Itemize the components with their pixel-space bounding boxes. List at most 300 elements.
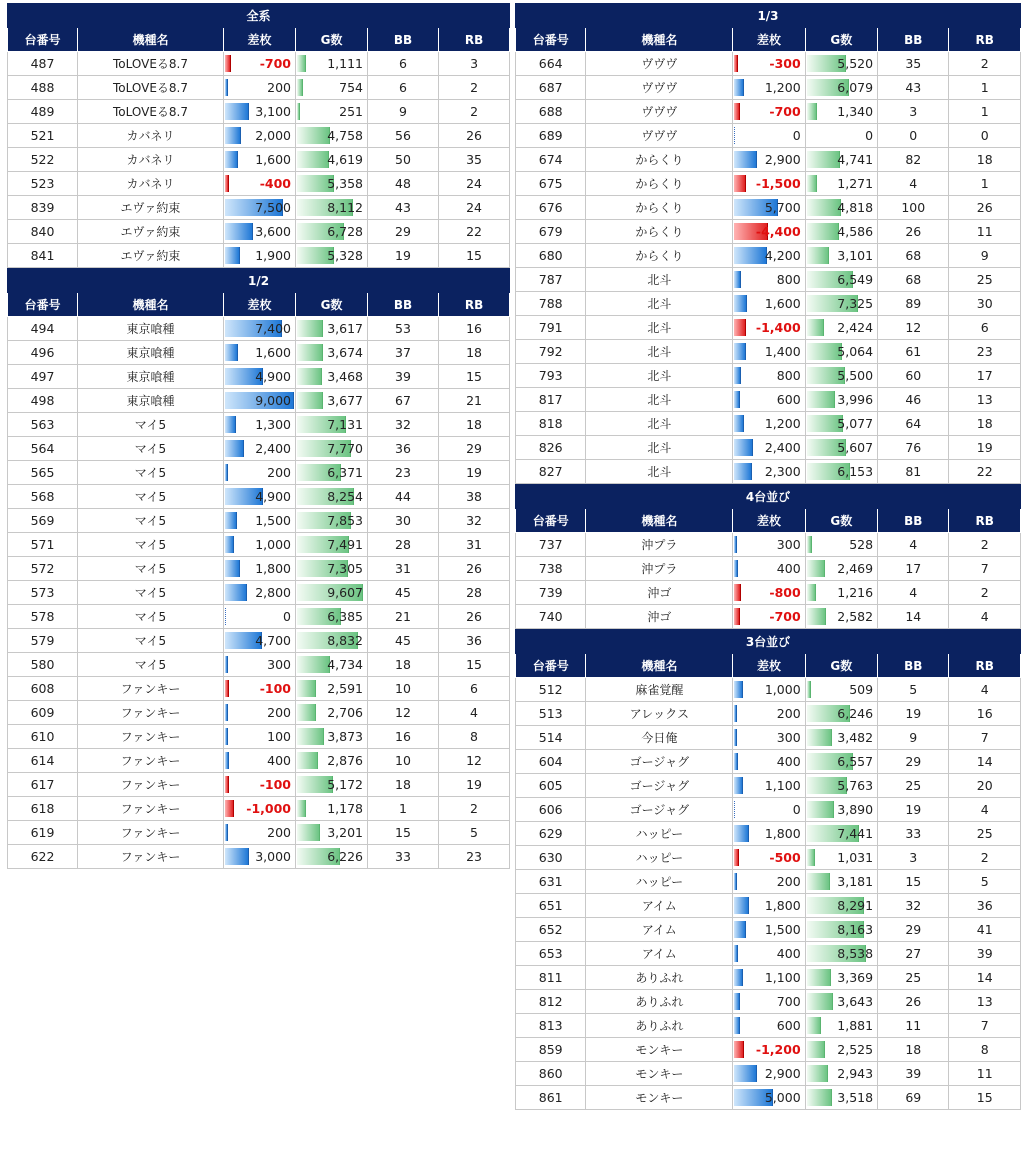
- machine-name: モンキー: [586, 1062, 733, 1086]
- diff-cell: [733, 316, 805, 340]
- machine-no: 813: [516, 1014, 586, 1038]
- machine-no: 739: [516, 581, 586, 605]
- table-row: [8, 485, 510, 509]
- bb-count: 44: [368, 485, 439, 509]
- rb-count: 26: [949, 196, 1021, 220]
- diff-cell: [733, 870, 805, 894]
- machine-no: 512: [516, 678, 586, 702]
- diff-cell: [224, 533, 296, 557]
- game-count-cell: [805, 244, 877, 268]
- diff-cell: [224, 821, 296, 845]
- bb-count: 50: [368, 148, 439, 172]
- bb-count: 17: [878, 557, 949, 581]
- machine-name: ToLOVEる8.7: [78, 52, 224, 76]
- game-count-value: 7,441: [837, 825, 874, 841]
- bb-count: 18: [368, 653, 439, 677]
- bb-count: 26: [878, 220, 949, 244]
- rb-count: 6: [949, 316, 1021, 340]
- game-count-cell: [296, 725, 368, 749]
- rb-count: 5: [949, 870, 1021, 894]
- rb-count: 13: [949, 388, 1021, 412]
- bb-count: 56: [368, 124, 439, 148]
- diff-value: 4,200: [764, 247, 801, 263]
- machine-name: ありふれ: [586, 966, 733, 990]
- game-count-value: 3,890: [837, 801, 874, 817]
- diff-value: -4,400: [755, 223, 801, 239]
- bb-count: 76: [878, 436, 949, 460]
- table-row: [8, 365, 510, 389]
- table-row: [8, 124, 510, 148]
- diff-value: 300: [776, 729, 801, 745]
- machine-name: アイム: [586, 918, 733, 942]
- game-count-value: 8,112: [327, 199, 363, 215]
- diff-value: -400: [259, 175, 291, 191]
- machine-no: 605: [516, 774, 586, 798]
- game-count-value: 6,153: [837, 463, 874, 479]
- bb-count: 12: [368, 701, 439, 725]
- diff-cell: [733, 846, 805, 870]
- bb-count: 43: [368, 196, 439, 220]
- game-count-cell: [296, 341, 368, 365]
- bb-header: BB: [878, 509, 949, 533]
- machine-name: 北斗: [586, 412, 733, 436]
- rb-count: 1: [949, 76, 1021, 100]
- machine-no: 579: [8, 629, 78, 653]
- bb-count: 4: [878, 172, 949, 196]
- rb-count: 35: [439, 148, 510, 172]
- machine-no: 689: [516, 124, 586, 148]
- machine-no: 680: [516, 244, 586, 268]
- table-row: [8, 533, 510, 557]
- rb-count: 4: [949, 605, 1021, 629]
- table-row: [8, 52, 510, 76]
- game-count-value: 6,226: [327, 848, 363, 864]
- machine-no: 793: [516, 364, 586, 388]
- bb-count: 69: [878, 1086, 949, 1110]
- table-row: [516, 605, 1021, 629]
- diff-cell: [733, 76, 805, 100]
- diff-header: 差枚: [733, 509, 805, 533]
- machine-no: 651: [516, 894, 586, 918]
- table-row: [8, 629, 510, 653]
- diff-value: -1,200: [755, 1041, 801, 1057]
- bb-count: 32: [878, 894, 949, 918]
- machine-name: ファンキー: [78, 821, 224, 845]
- bb-header: BB: [878, 654, 949, 678]
- bb-count: 23: [368, 461, 439, 485]
- machine-no: 610: [8, 725, 78, 749]
- section-table: [515, 629, 1021, 1110]
- machine-name: アイム: [586, 894, 733, 918]
- diff-value: 300: [267, 656, 291, 672]
- machine-no: 622: [8, 845, 78, 869]
- rb-count: 26: [439, 605, 510, 629]
- table-row: [8, 653, 510, 677]
- game-count-cell: [805, 774, 877, 798]
- bb-count: 10: [368, 677, 439, 701]
- game-count-cell: [805, 460, 877, 484]
- machine-no: 514: [516, 726, 586, 750]
- diff-value: 7,400: [255, 320, 291, 336]
- machine-name: からくり: [586, 220, 733, 244]
- machine-name: ファンキー: [78, 701, 224, 725]
- game-count-value: 5,607: [837, 439, 874, 455]
- rb-count: 24: [439, 196, 510, 220]
- table-row: [516, 1086, 1021, 1110]
- diff-value: 1,000: [255, 536, 291, 552]
- rb-count: 23: [439, 845, 510, 869]
- diff-cell: [733, 557, 805, 581]
- machine-no: 494: [8, 317, 78, 341]
- machine-no: 676: [516, 196, 586, 220]
- game-count-cell: [296, 749, 368, 773]
- machine-no-header: 台番号: [516, 28, 586, 52]
- diff-value: 1,100: [764, 969, 801, 985]
- game-count-value: 3,101: [837, 247, 874, 263]
- game-count-value: 2,424: [837, 319, 874, 335]
- rb-count: 6: [439, 677, 510, 701]
- diff-value: 400: [776, 753, 801, 769]
- machine-no: 840: [8, 220, 78, 244]
- game-count-cell: [805, 1062, 877, 1086]
- bb-count: 5: [878, 678, 949, 702]
- machine-no: 564: [8, 437, 78, 461]
- machine-name-header: 機種名: [78, 28, 224, 52]
- diff-cell: [733, 244, 805, 268]
- rb-count: 9: [949, 244, 1021, 268]
- game-count-cell: [805, 268, 877, 292]
- table-row: [516, 774, 1021, 798]
- game-count-value: 5,500: [837, 367, 874, 383]
- bb-count: 25: [878, 774, 949, 798]
- game-count-cell: [296, 533, 368, 557]
- table-row: [516, 798, 1021, 822]
- machine-name: からくり: [586, 196, 733, 220]
- machine-name: マイ5: [78, 629, 224, 653]
- rb-header: RB: [439, 28, 510, 52]
- game-count-cell: [296, 845, 368, 869]
- rb-count: 19: [439, 773, 510, 797]
- machine-name: モンキー: [586, 1086, 733, 1110]
- machine-name: ありふれ: [586, 1014, 733, 1038]
- section-title-row: [516, 4, 1021, 28]
- section-table: [7, 268, 510, 869]
- game-count-cell: [805, 196, 877, 220]
- machine-no: 679: [516, 220, 586, 244]
- machine-name: ファンキー: [78, 773, 224, 797]
- machine-name: 北斗: [586, 364, 733, 388]
- game-count-cell: [805, 100, 877, 124]
- machine-name: ToLOVEる8.7: [78, 100, 224, 124]
- machine-name: エヴァ約束: [78, 220, 224, 244]
- diff-cell: [733, 460, 805, 484]
- bb-count: 35: [878, 52, 949, 76]
- machine-no: 812: [516, 990, 586, 1014]
- diff-cell: [224, 509, 296, 533]
- diff-value: 200: [267, 704, 291, 720]
- machine-no: 811: [516, 966, 586, 990]
- diff-cell: [224, 485, 296, 509]
- bb-count: 9: [878, 726, 949, 750]
- diff-cell: [733, 533, 805, 557]
- game-count-cell: [296, 389, 368, 413]
- section-title: 4台並び: [516, 485, 1021, 509]
- game-count-cell: [296, 196, 368, 220]
- game-count-value: 5,172: [327, 776, 363, 792]
- machine-name: 東京喰種: [78, 317, 224, 341]
- game-count-value: 0: [865, 127, 874, 143]
- diff-cell: [733, 172, 805, 196]
- diff-value: 0: [283, 608, 291, 624]
- game-count-cell: [805, 124, 877, 148]
- table-row: [8, 509, 510, 533]
- machine-name: 沖プラ: [586, 533, 733, 557]
- game-count-value: 6,549: [837, 271, 874, 287]
- machine-name: ヴヴヴ: [586, 100, 733, 124]
- machine-no: 489: [8, 100, 78, 124]
- machine-name: マイ5: [78, 605, 224, 629]
- game-count-value: 7,305: [327, 560, 363, 576]
- table-row: [516, 148, 1021, 172]
- machine-name: エヴァ約束: [78, 196, 224, 220]
- diff-value: 1,500: [255, 512, 291, 528]
- bb-count: 68: [878, 268, 949, 292]
- diff-value: 4,900: [255, 488, 291, 504]
- diff-value: -300: [769, 55, 801, 71]
- right-column: [515, 3, 1021, 1110]
- diff-cell: [733, 918, 805, 942]
- game-count-cell: [805, 894, 877, 918]
- game-count-value: 4,586: [837, 223, 874, 239]
- rb-count: 18: [949, 412, 1021, 436]
- machine-name: 北斗: [586, 436, 733, 460]
- game-count-value: 3,369: [837, 969, 874, 985]
- rb-count: 2: [439, 797, 510, 821]
- rb-count: 11: [949, 220, 1021, 244]
- diff-value: 2,900: [764, 151, 801, 167]
- bb-count: 4: [878, 581, 949, 605]
- game-count-value: 7,131: [327, 416, 363, 432]
- diff-cell: [733, 581, 805, 605]
- game-count-value: 6,728: [327, 223, 363, 239]
- game-count-value: 8,832: [327, 632, 363, 648]
- machine-no: 497: [8, 365, 78, 389]
- diff-value: -700: [769, 608, 801, 624]
- machine-no-header: 台番号: [516, 509, 586, 533]
- bb-count: 100: [878, 196, 949, 220]
- rb-count: 15: [949, 1086, 1021, 1110]
- bb-header: BB: [878, 28, 949, 52]
- rb-count: 2: [439, 100, 510, 124]
- game-count-value: 4,758: [327, 127, 363, 143]
- machine-name: マイ5: [78, 437, 224, 461]
- table-row: [516, 846, 1021, 870]
- machine-no: 787: [516, 268, 586, 292]
- game-count-cell: [296, 413, 368, 437]
- diff-value: 3,600: [255, 223, 291, 239]
- diff-value: 1,500: [764, 921, 801, 937]
- diff-value: 5,700: [764, 199, 801, 215]
- game-count-cell: [296, 124, 368, 148]
- header-row: [516, 654, 1021, 678]
- bb-count: 21: [368, 605, 439, 629]
- diff-value: 1,200: [764, 79, 801, 95]
- table-row: [516, 750, 1021, 774]
- game-count-value: 528: [849, 536, 874, 552]
- rb-count: 41: [949, 918, 1021, 942]
- table-row: [8, 773, 510, 797]
- diff-cell: [733, 1086, 805, 1110]
- game-count-header: G数: [805, 509, 877, 533]
- diff-value: 1,100: [764, 777, 801, 793]
- machine-no: 568: [8, 485, 78, 509]
- bb-count: 15: [878, 870, 949, 894]
- diff-cell: [224, 605, 296, 629]
- bb-count: 31: [368, 557, 439, 581]
- diff-cell: [733, 678, 805, 702]
- rb-header: RB: [949, 509, 1021, 533]
- bb-count: 45: [368, 629, 439, 653]
- game-count-value: 6,246: [837, 705, 874, 721]
- diff-value: 100: [267, 728, 291, 744]
- diff-value: 600: [776, 1017, 801, 1033]
- diff-value: 1,000: [764, 681, 801, 697]
- game-count-value: 2,582: [837, 608, 874, 624]
- diff-cell: [224, 461, 296, 485]
- bb-count: 3: [878, 100, 949, 124]
- diff-cell: [224, 365, 296, 389]
- machine-no: 523: [8, 172, 78, 196]
- bb-count: 18: [878, 1038, 949, 1062]
- machine-name: 東京喰種: [78, 341, 224, 365]
- diff-value: 2,300: [764, 463, 801, 479]
- game-count-value: 3,468: [327, 368, 363, 384]
- rb-count: 2: [949, 52, 1021, 76]
- game-count-cell: [805, 1038, 877, 1062]
- machine-name-header: 機種名: [78, 293, 224, 317]
- bb-count: 29: [878, 918, 949, 942]
- game-count-cell: [296, 653, 368, 677]
- machine-no: 675: [516, 172, 586, 196]
- section-table: [515, 3, 1021, 484]
- diff-value: 1,200: [764, 415, 801, 431]
- diff-value: -100: [259, 776, 291, 792]
- game-count-cell: [296, 148, 368, 172]
- rb-count: 4: [949, 678, 1021, 702]
- table-row: [516, 702, 1021, 726]
- game-count-value: 4,741: [837, 151, 874, 167]
- machine-name: 北斗: [586, 340, 733, 364]
- game-count-value: 5,064: [837, 343, 874, 359]
- game-count-value: 2,876: [327, 752, 363, 768]
- diff-value: 0: [792, 801, 801, 817]
- machine-no: 630: [516, 846, 586, 870]
- game-count-value: 9,607: [327, 584, 363, 600]
- diff-cell: [224, 677, 296, 701]
- bb-count: 19: [878, 702, 949, 726]
- machine-name: ハッピー: [586, 870, 733, 894]
- table-row: [516, 388, 1021, 412]
- rb-count: 15: [439, 653, 510, 677]
- bb-count: 26: [878, 990, 949, 1014]
- bb-count: 25: [878, 966, 949, 990]
- diff-value: 0: [792, 127, 801, 143]
- diff-value: 2,900: [764, 1065, 801, 1081]
- rb-count: 21: [439, 389, 510, 413]
- machine-no: 860: [516, 1062, 586, 1086]
- rb-count: 7: [949, 726, 1021, 750]
- machine-name: 麻雀覚醒: [586, 678, 733, 702]
- machine-name: からくり: [586, 148, 733, 172]
- machine-name-header: 機種名: [586, 509, 733, 533]
- game-count-value: 3,677: [327, 392, 363, 408]
- machine-name: 東京喰種: [78, 365, 224, 389]
- bb-count: 64: [878, 412, 949, 436]
- diff-value: 1,300: [255, 416, 291, 432]
- machine-no-header: 台番号: [516, 654, 586, 678]
- diff-cell: [733, 822, 805, 846]
- game-count-cell: [805, 918, 877, 942]
- game-count-value: 6,371: [327, 464, 363, 480]
- rb-count: 25: [949, 268, 1021, 292]
- diff-cell: [224, 172, 296, 196]
- machine-name: ヴヴヴ: [586, 52, 733, 76]
- diff-value: 700: [776, 993, 801, 1009]
- machine-name: マイ5: [78, 485, 224, 509]
- table-row: [516, 268, 1021, 292]
- table-row: [516, 364, 1021, 388]
- machine-name: 沖ゴ: [586, 581, 733, 605]
- machine-name: ゴージャグ: [586, 750, 733, 774]
- machine-no: 618: [8, 797, 78, 821]
- machine-name-header: 機種名: [586, 654, 733, 678]
- bb-count: 33: [368, 845, 439, 869]
- machine-no: 652: [516, 918, 586, 942]
- diff-value: 4,700: [255, 632, 291, 648]
- machine-no: 737: [516, 533, 586, 557]
- rb-count: 36: [439, 629, 510, 653]
- rb-count: 26: [439, 557, 510, 581]
- game-count-cell: [805, 750, 877, 774]
- diff-cell: [733, 798, 805, 822]
- rb-header: RB: [439, 293, 510, 317]
- diff-cell: [224, 701, 296, 725]
- table-row: [8, 557, 510, 581]
- game-count-value: 3,181: [837, 873, 874, 889]
- game-count-value: 5,520: [837, 55, 874, 71]
- diff-value: -700: [769, 103, 801, 119]
- diff-cell: [733, 196, 805, 220]
- diff-value: 9,000: [255, 392, 291, 408]
- table-row: [8, 389, 510, 413]
- game-count-value: 251: [339, 103, 363, 119]
- rb-count: 4: [439, 701, 510, 725]
- bb-count: 19: [878, 798, 949, 822]
- game-count-cell: [296, 701, 368, 725]
- machine-name: 北斗: [586, 460, 733, 484]
- diff-cell: [733, 388, 805, 412]
- table-row: [8, 244, 510, 268]
- table-row: [516, 678, 1021, 702]
- diff-header: 差枚: [733, 28, 805, 52]
- bb-count: 28: [368, 533, 439, 557]
- diff-value: -100: [259, 680, 291, 696]
- game-count-value: 1,271: [837, 175, 874, 191]
- machine-no: 841: [8, 244, 78, 268]
- game-count-value: 6,557: [837, 753, 874, 769]
- diff-value: -700: [259, 55, 291, 71]
- bb-count: 19: [368, 244, 439, 268]
